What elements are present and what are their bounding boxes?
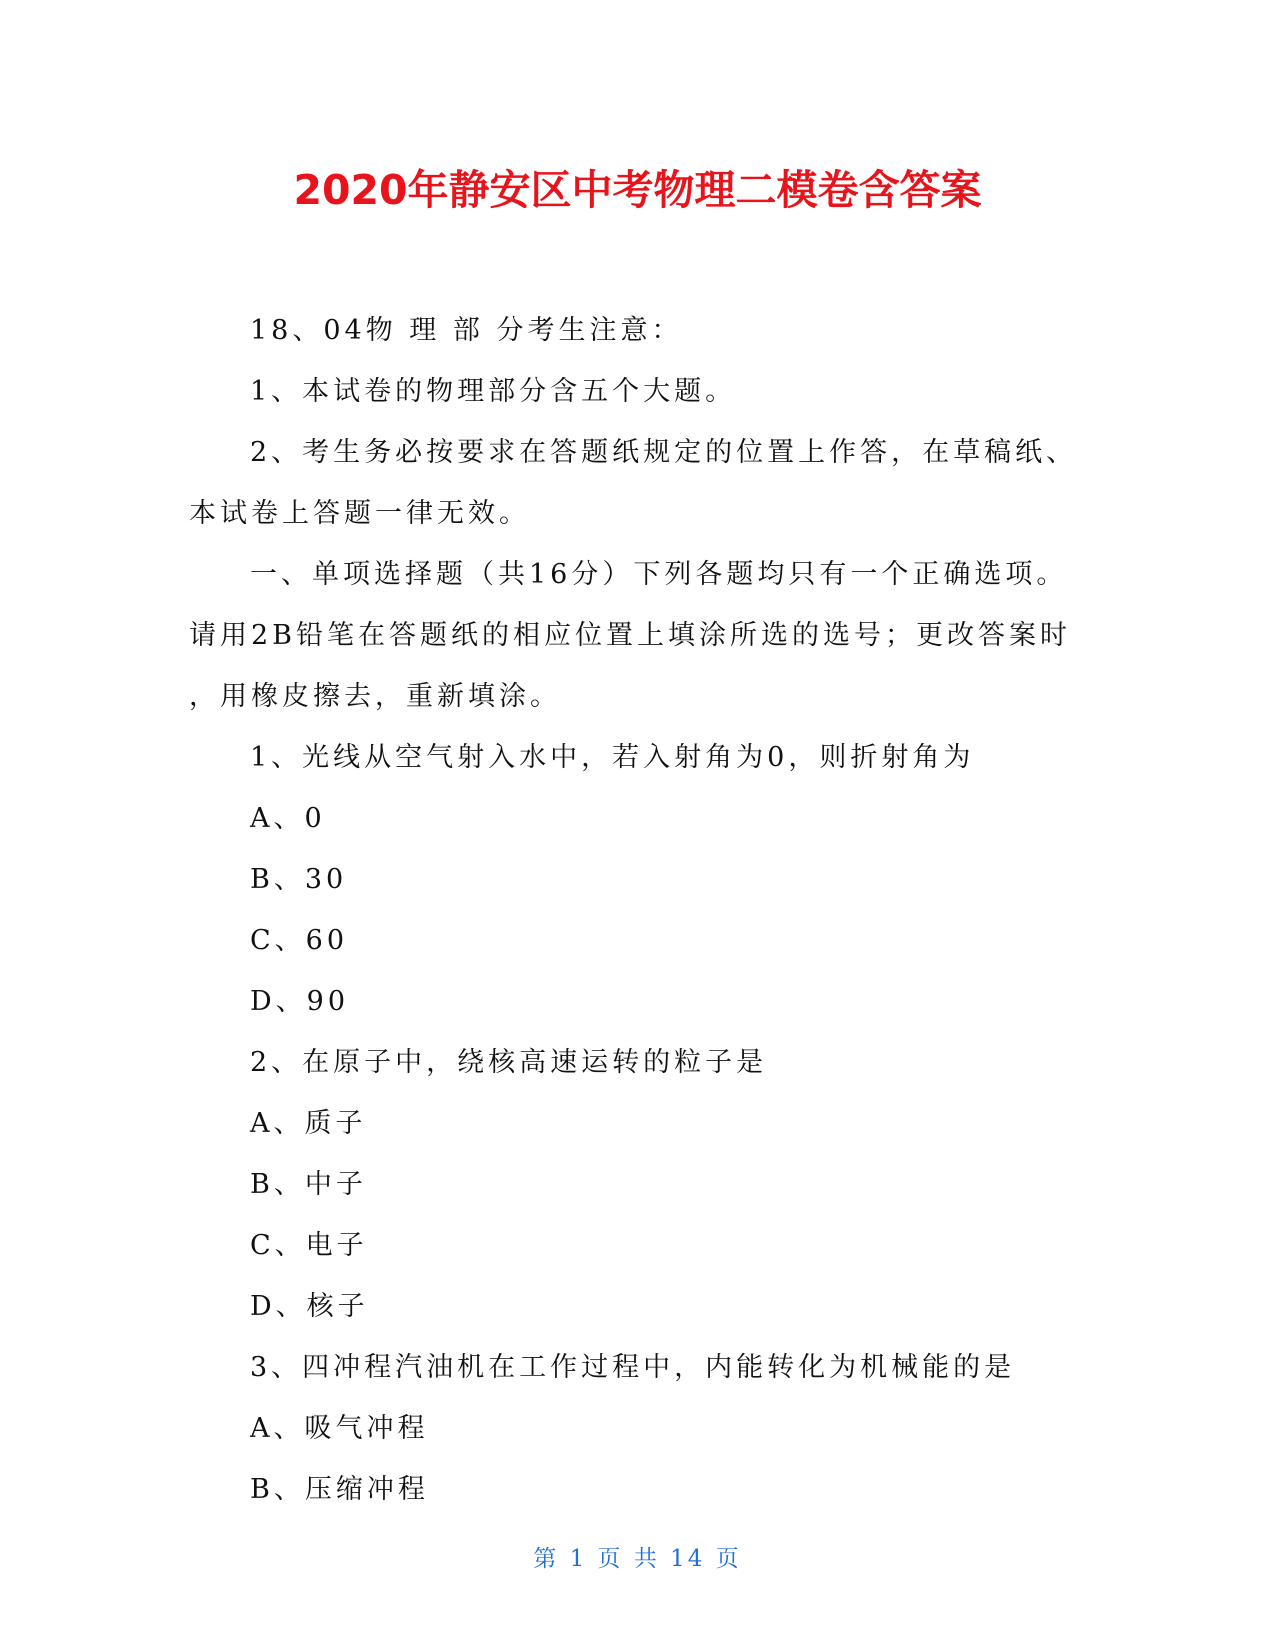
question-3-option-a: A、吸气冲程: [250, 1413, 429, 1444]
document-body: [189, 300, 1078, 1520]
question-1-option-d: D、90: [250, 986, 350, 1017]
question-2-option-d: D、核子: [250, 1291, 369, 1322]
question-1-option-a: A、0: [250, 803, 326, 834]
section-heading: 一、单项选择题（共16分）下列各题均只有一个正确选项。: [250, 559, 1068, 590]
section-instructions: 请用2B铅笔在答题纸的相应位置上填涂所选的选号；更改答案时: [189, 620, 1072, 651]
question-1-option-b: B、30: [250, 864, 348, 895]
question-2-option-c: C、电子: [250, 1230, 368, 1261]
question-3-option-b: B、压缩冲程: [250, 1474, 429, 1505]
question-2: 2、在原子中，绕核高速运转的粒子是: [250, 1047, 768, 1078]
page-footer: 第 1 页 共 14 页: [533, 1546, 742, 1572]
notice-item-2: 2、考生务必按要求在答题纸规定的位置上作答，在草稿纸、: [250, 437, 1078, 468]
notice-item-2-cont: 本试卷上答题一律无效。: [189, 498, 530, 529]
question-1-option-c: C、60: [250, 925, 349, 956]
section-instructions-cont: ，用橡皮擦去，重新填涂。: [189, 681, 561, 712]
question-2-option-b: B、中子: [250, 1169, 367, 1200]
question-2-option-a: A、质子: [250, 1108, 367, 1139]
notice-header: 18、04物 理 部 分考生注意：: [250, 315, 683, 346]
notice-item-1: 1、本试卷的物理部分含五个大题。: [250, 376, 737, 407]
question-1: 1、光线从空气射入水中，若入射角为0，则折射角为: [250, 742, 975, 773]
question-3: 3、四冲程汽油机在工作过程中，内能转化为机械能的是: [250, 1352, 1016, 1383]
document-title: 2020年静安区中考物理二模卷含答案: [293, 166, 982, 214]
